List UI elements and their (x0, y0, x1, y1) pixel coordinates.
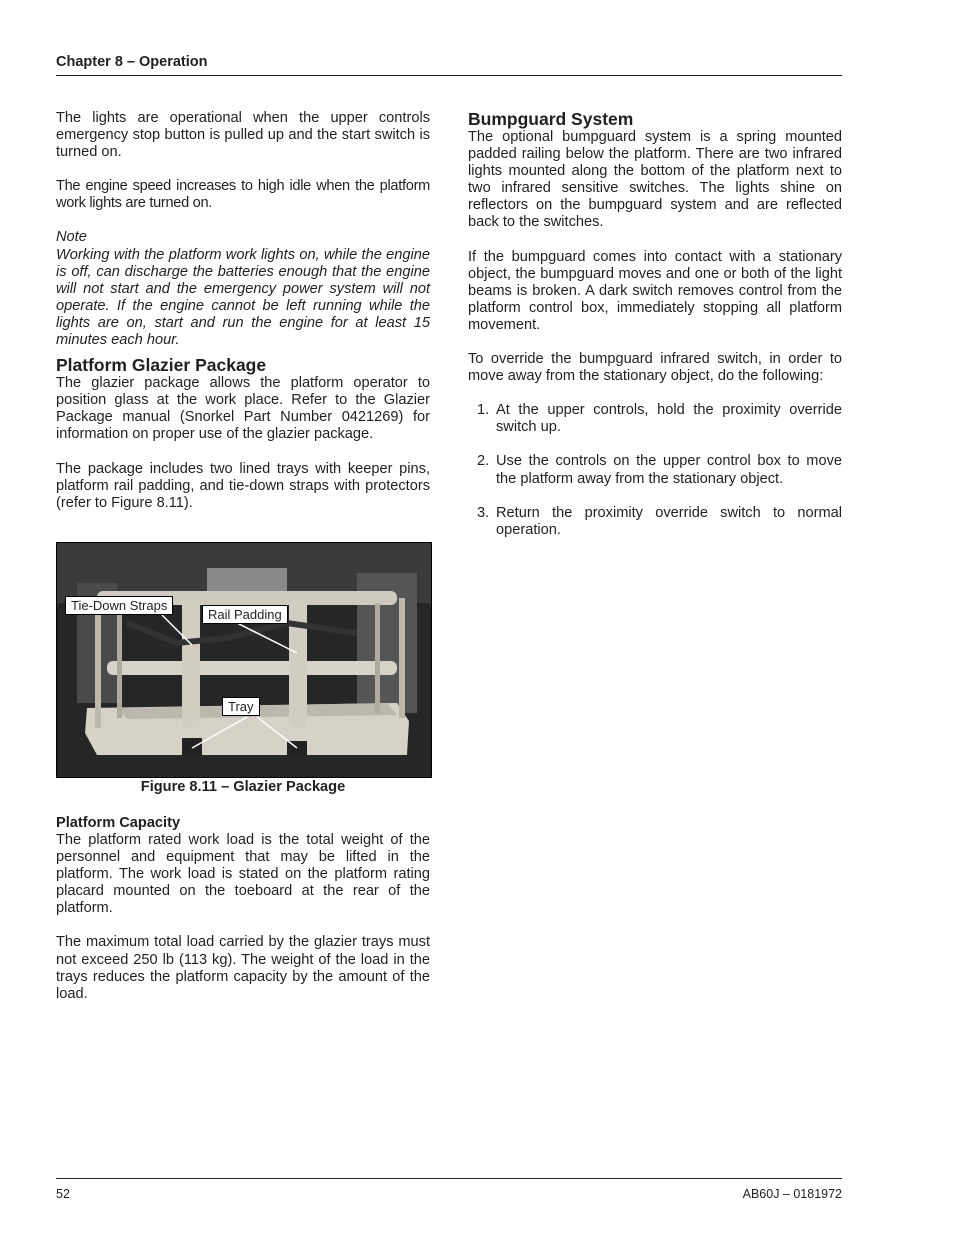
page-number: 52 (56, 1187, 70, 1201)
callout-tray: Tray (222, 697, 260, 716)
chapter-header: Chapter 8 – Operation (56, 54, 208, 70)
step-text: At the upper controls, hold the proximity override switch up. (496, 402, 842, 436)
callout-rail-padding: Rail Padding (202, 605, 288, 624)
right-column (468, 109, 842, 556)
list-item (468, 505, 842, 539)
glazier-heading: Platform Glazier Package (56, 355, 267, 376)
glazier-paragraph-1: The glazier package allows the platform operator to position glass at the work place. Refer to the Glazier Package manual (Snorkel Part Number 0421269) for information on proper use of the glazier package. (56, 375, 430, 443)
callout-tie-down-straps: Tie-Down Straps (65, 596, 173, 615)
glazier-paragraph-2: The package includes two lined trays with keeper pins, platform rail padding, and tie-down straps with protectors (refer to Figure 8.11). (56, 460, 430, 511)
left-column (56, 110, 430, 512)
capacity-heading: Platform Capacity (56, 815, 181, 831)
lights-paragraph: The lights are operational when the upper controls emergency stop button is pulled up and the start switch is turned on. (56, 110, 430, 161)
bumpguard-paragraph-3: To override the bumpguard infrared switch, in order to move away from the stationary object, do the following: (468, 351, 842, 385)
capacity-paragraph-2: The maximum total load carried by the glazier trays must not exceed 250 lb (113 kg). The weight of the load in the trays reduces the platform capacity by the amount of the load. (56, 934, 430, 1002)
step-number: 3. (477, 504, 490, 521)
note-text: Working with the platform work lights on, while the engine is off, can discharge the batteries enough that the engine will not start and the emergency power system will not operate. If the engine cannot be left running while the lights are on, start and run the engine for at least 15 minutes each hour. (56, 246, 430, 349)
glazier-package-photo (56, 542, 432, 778)
footer-rule (56, 1178, 842, 1179)
header-rule (56, 75, 842, 76)
step-text: Use the controls on the upper control box to move the platform away from the stationary object. (496, 453, 842, 487)
step-text: Return the proximity override switch to normal operation. (496, 504, 842, 538)
step-number: 1. (477, 402, 490, 419)
capacity-paragraph-1: The platform rated work load is the total weight of the personnel and equipment that may be lifted in the platform. The work load is stated on the platform rating placard mounted on the toeboard at the rear of the platform. (56, 832, 430, 917)
document-id: AB60J – 0181972 (742, 1187, 842, 1201)
platform-illustration (57, 543, 431, 777)
list-item (468, 402, 842, 436)
engine-speed-paragraph: The engine speed increases to high idle when the platform work lights are turned on. (56, 178, 430, 212)
override-steps-list (468, 402, 842, 539)
bumpguard-heading: Bumpguard System (468, 109, 634, 129)
bumpguard-paragraph-2: If the bumpguard comes into contact with a stationary object, the bumpguard moves and one or both of the light beams is broken. A dark switch removes control from the platform control box, immediately stopping all platform movement. (468, 248, 842, 333)
figure-caption: Figure 8.11 – Glazier Package (140, 779, 346, 795)
step-number: 2. (477, 453, 490, 470)
capacity-section (56, 815, 430, 1003)
bumpguard-paragraph-1: The optional bumpguard system is a spring mounted padded railing below the platform. There are two infrared lights mounted along the bottom of the platform next to two infrared sensitive switches. The lights shine on reflectors on the bumpguard system and are reflected back to the switches. (468, 129, 842, 231)
list-item (468, 453, 842, 487)
note-label: Note (56, 229, 87, 246)
